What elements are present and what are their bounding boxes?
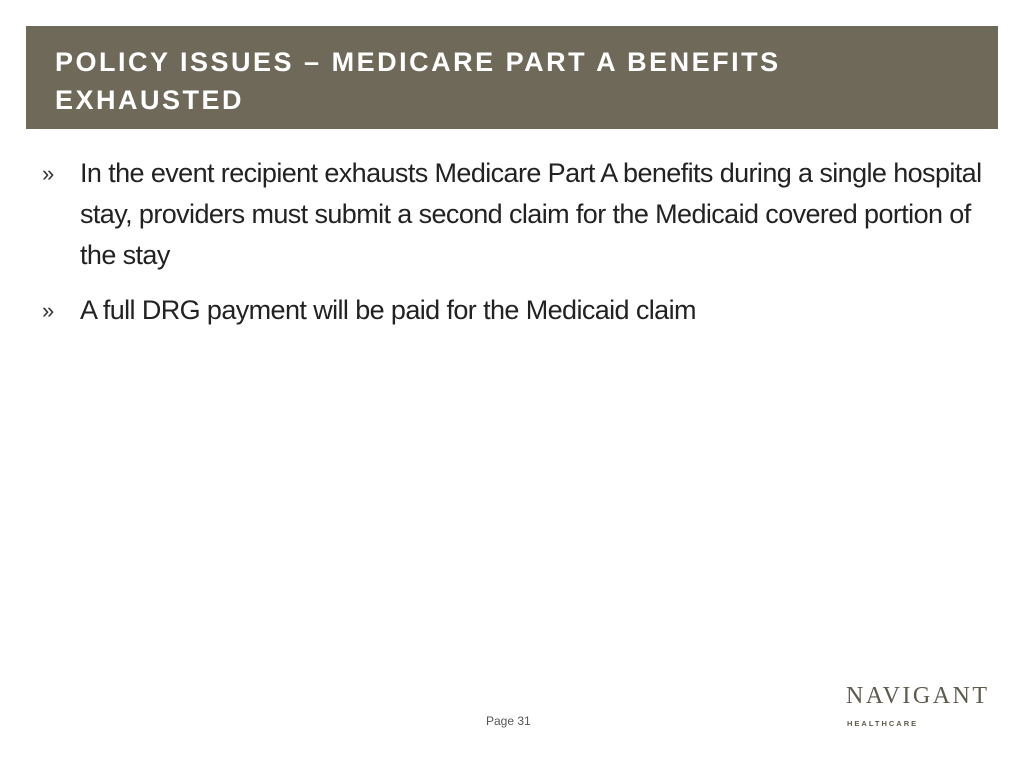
bullet-chevron-icon: » [42,298,54,323]
logo-tagline: HEALTHCARE [847,719,919,728]
bullet-list [42,153,982,345]
navigant-logo [846,683,990,733]
bullet-item [42,290,982,331]
title-bar [26,26,998,129]
bullet-text: A full DRG payment will be paid for the Medicaid claim [80,295,696,325]
page-number: Page 31 [486,714,531,728]
logo-wordmark: NAVIGANT [846,683,990,709]
bullet-chevron-icon: » [42,161,54,186]
bullet-text: In the event recipient exhausts Medicare Part A benefits during a single hospital stay, providers must submit a second claim for the Medicaid covered portion of the stay [80,158,982,270]
bullet-item [42,153,982,276]
slide-title: POLICY ISSUES – MEDICARE PART A BENEFITS EXHAUSTED [55,47,781,115]
